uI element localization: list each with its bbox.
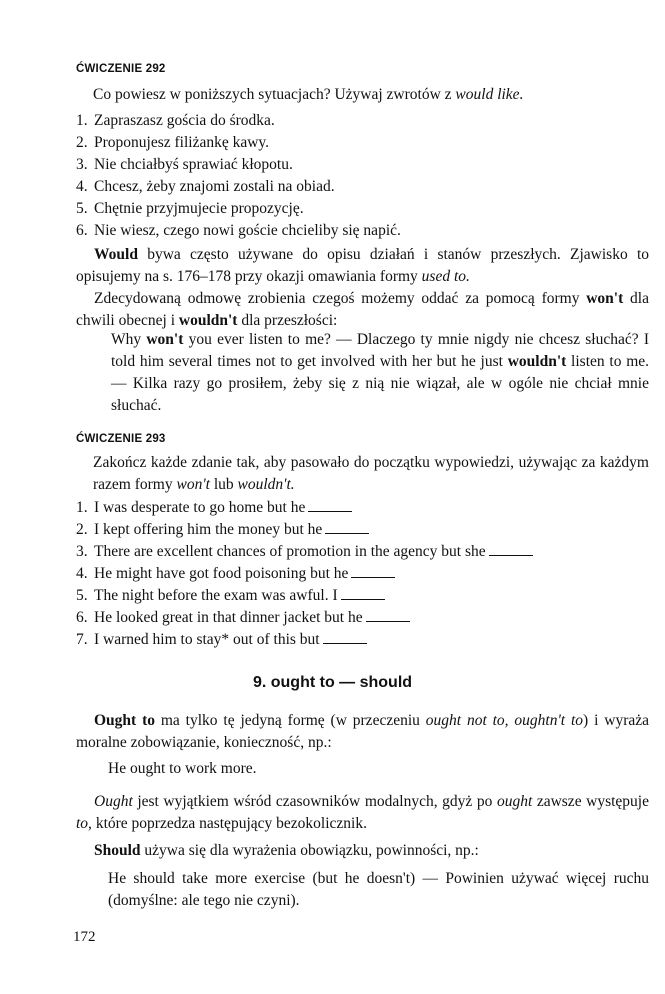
list-item	[76, 176, 596, 198]
item-text: I warned him to stay* out of this but	[94, 631, 320, 648]
item-number: 4.	[76, 565, 88, 582]
exercise-293-heading: ĆWICZENIE 293	[76, 433, 166, 445]
item-number: 3.	[76, 156, 88, 173]
list-item	[76, 220, 596, 242]
ought-paragraph: Ought to ma tylko tę jedyną formę (w przeczeniu ought not to, oughtn't to) i wyraża moralne zobowiązanie, konieczność, np.:	[76, 712, 650, 751]
item-text: I kept offering him the money but he	[94, 521, 323, 538]
item-number: 7.	[76, 631, 88, 648]
exercise-292-list	[76, 110, 596, 242]
list-item	[76, 519, 636, 541]
item-number: 1.	[76, 499, 88, 516]
answer-blank	[325, 521, 369, 534]
would-explanation	[76, 244, 649, 332]
item-text: The night before the exam was awful. I	[94, 587, 338, 604]
should-example: He should take more exercise (but he doesn't) — Powinien używać więcej ruchu (domyślne: ale tego nie czyni).	[108, 870, 649, 909]
item-text: I was desperate to go home but he	[94, 499, 306, 516]
section-title: 9. ought to — should	[252, 674, 413, 691]
exercise-292-intro: Co powiesz w poniższych sytuacjach? Używaj zwrotów z would like.	[93, 86, 524, 103]
item-number: 6.	[76, 222, 88, 239]
item-text: He looked great in that dinner jacket but he	[94, 609, 363, 626]
page-number: 172	[73, 929, 96, 945]
item-number: 6.	[76, 609, 88, 626]
item-number: 5.	[76, 587, 88, 604]
item-number: 5.	[76, 200, 88, 217]
answer-blank	[351, 565, 395, 578]
ought-example: He ought to work more.	[108, 760, 257, 777]
exercise-293-intro: Zakończ każde zdanie tak, aby pasowało do początku wypowiedzi, używając za każdym razem formy won't lub wouldn't.	[93, 454, 649, 493]
answer-blank	[489, 543, 533, 556]
list-item	[76, 541, 636, 563]
item-number: 2.	[76, 521, 88, 538]
item-text: Chcesz, żeby znajomi zostali na obiad.	[94, 178, 335, 195]
list-item	[76, 110, 596, 132]
list-item	[76, 497, 636, 519]
item-text: Proponujesz filiżankę kawy.	[94, 134, 270, 151]
list-item	[76, 585, 636, 607]
list-item	[76, 154, 596, 176]
ought-exception-paragraph: Ought jest wyjątkiem wśród czasowników modalnych, gdyż po ought zawsze występuje to, które poprzedza następujący bezokolicznik.	[76, 793, 649, 832]
list-item	[76, 563, 636, 585]
item-number: 3.	[76, 543, 88, 560]
list-item	[76, 607, 636, 629]
would-example: Why won't you ever listen to me? — Dlaczego ty mnie nigdy nie chcesz słuchać? I told him several times not to get involved with her but he just wouldn't listen to me. — Kilka razy go prosiłem, żeby się z nią nie wiązał, ale w ogóle nie chciał mnie słuchać.	[111, 331, 650, 414]
item-number: 4.	[76, 178, 88, 195]
list-item	[76, 198, 596, 220]
item-number: 1.	[76, 112, 88, 129]
exercise-293-list	[76, 497, 636, 651]
answer-blank	[341, 587, 385, 600]
answer-blank	[308, 499, 352, 512]
item-text: There are excellent chances of promotion in the agency but she	[94, 543, 486, 560]
would-paragraph-2: Zdecydowaną odmowę zrobienia czegoś możemy oddać za pomocą formy won't dla chwili obecnej i wouldn't dla przeszłości:	[76, 290, 649, 329]
item-text: Chętnie przyjmujecie propozycję.	[94, 200, 304, 217]
answer-blank	[323, 631, 367, 644]
item-text: Zapraszasz gościa do środka.	[94, 112, 275, 129]
item-text: Nie chciałbyś sprawiać kłopotu.	[94, 156, 293, 173]
exercise-292-heading: ĆWICZENIE 292	[76, 63, 166, 75]
answer-blank	[366, 609, 410, 622]
list-item	[76, 132, 596, 154]
list-item	[76, 629, 636, 651]
item-text: Nie wiesz, czego nowi goście chcieliby się napić.	[94, 222, 401, 239]
item-number: 2.	[76, 134, 88, 151]
item-text: He might have got food poisoning but he	[94, 565, 349, 582]
would-paragraph-1: Would bywa często używane do opisu działań i stanów przeszłych. Zjawisko to opisujemy na s. 176–178 przy okazji omawiania formy used to.	[76, 246, 649, 285]
should-paragraph: Should używa się dla wyrażenia obowiązku, powinności, np.:	[94, 842, 479, 859]
